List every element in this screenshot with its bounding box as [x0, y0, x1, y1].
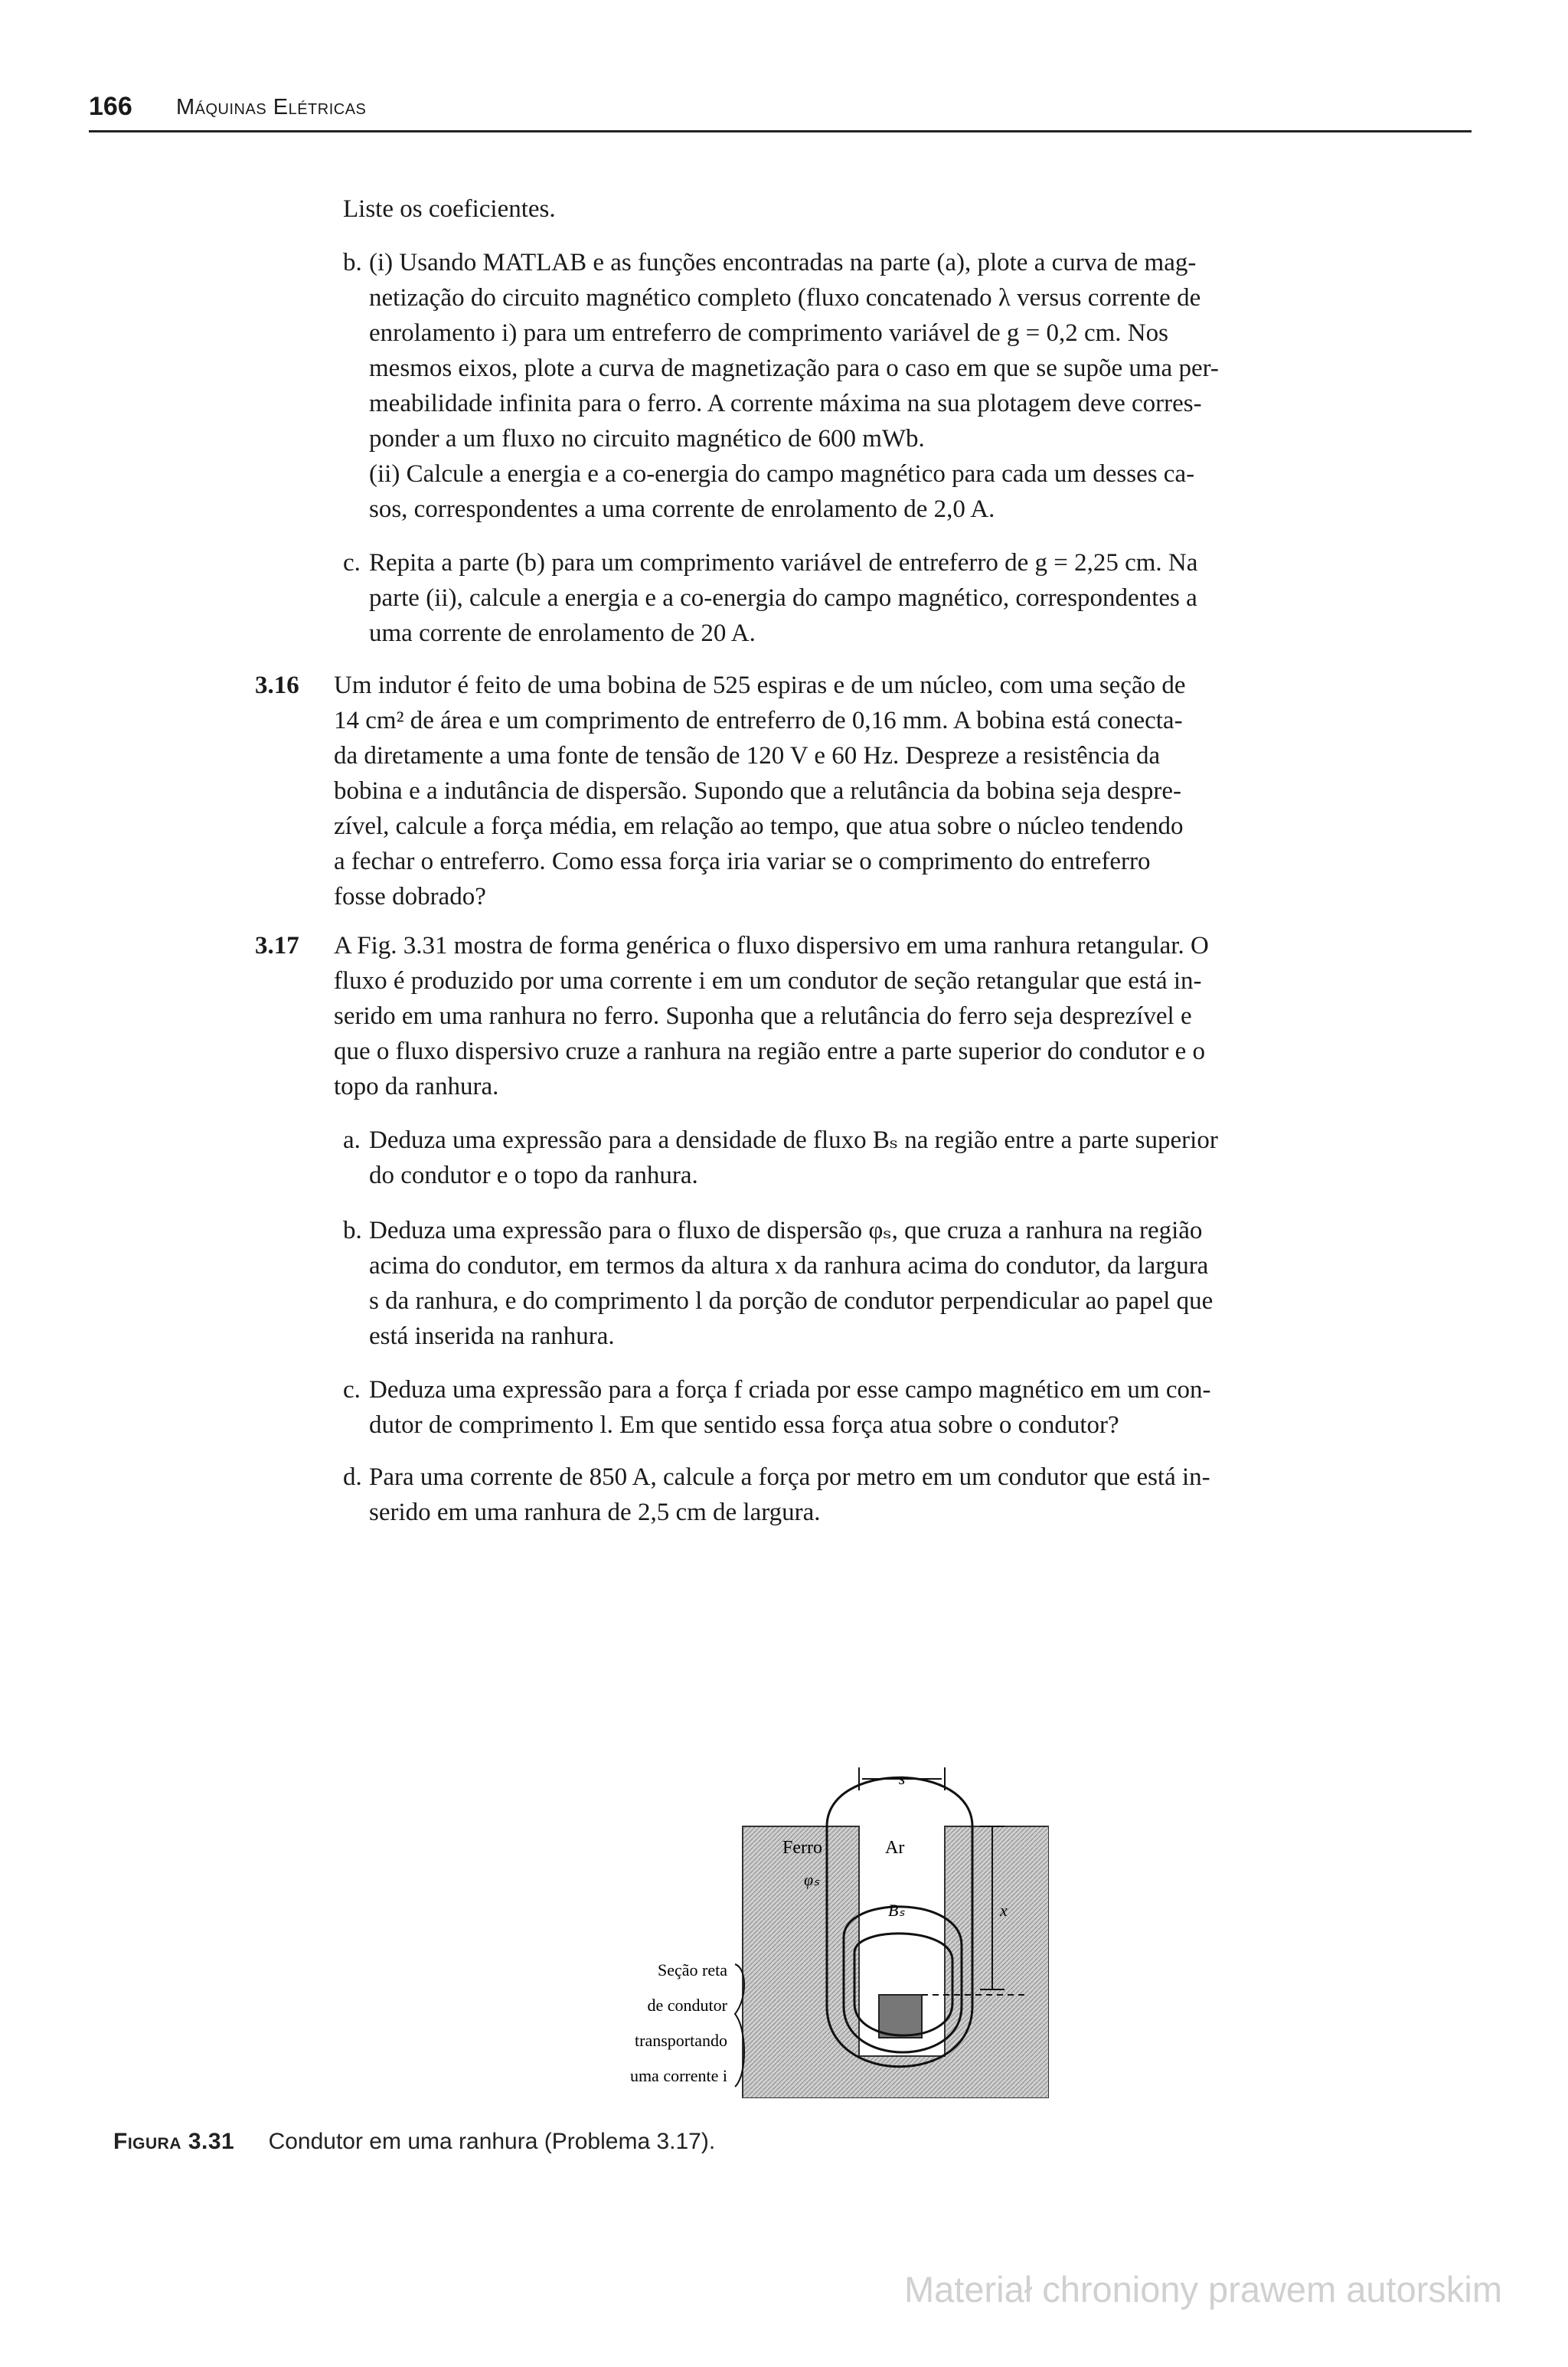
problem-3-16-number: 3.16	[255, 672, 299, 699]
text-line: Repita a parte (b) para um comprimento variável de entreferro de g = 2,25 cm. Na	[369, 549, 1198, 577]
label-x: x	[1000, 1901, 1008, 1920]
text-line: acima do condutor, em termos da altura x da ranhura acima do condutor, da largura	[369, 1252, 1209, 1280]
conductor-label-line: Seção reta	[658, 1960, 727, 1980]
text-line: 14 cm² de área e um comprimento de entreferro de 0,16 mm. A bobina está conecta-	[334, 707, 1183, 734]
conductor-label-line: de condutor	[647, 1996, 727, 2015]
text-line: está inserida na ranhura.	[369, 1322, 615, 1350]
text-line: A Fig. 3.31 mostra de forma genérica o fluxo dispersivo em uma ranhura retangular. O	[334, 932, 1209, 960]
text-line: meabilidade infinita para o ferro. A corrente máxima na sua plotagem deve corres-	[369, 390, 1202, 417]
label-ferro: Ferro	[782, 1838, 822, 1858]
text-line: serido em uma ranhura no ferro. Suponha que a relutância do ferro seja desprezível e	[334, 1002, 1192, 1030]
watermark: Materiał chroniony prawem autorskim	[903, 2269, 1502, 2310]
text-line: enrolamento i) para um entreferro de comprimento variável de g = 0,2 cm. Nos	[369, 319, 1168, 347]
text-line: ponder a um fluxo no circuito magnético de 600 mWb.	[369, 425, 925, 453]
problem-3-17-c-marker: c.	[343, 1376, 361, 1404]
label-s: s	[898, 1769, 906, 1788]
iron-core	[743, 1826, 1049, 2098]
text-line: do condutor e o topo da ranhura.	[369, 1162, 698, 1189]
conductor-label-line: uma corrente i	[629, 2066, 727, 2085]
text-line: zível, calcule a força média, em relação ao tempo, que atua sobre o núcleo tendendo	[334, 812, 1184, 840]
text-line: Um indutor é feito de uma bobina de 525 espiras e de um núcleo, com uma seção de	[334, 672, 1186, 699]
text-line: Deduza uma expressão para o fluxo de dispersão φₛ, que cruza a ranhura na região	[369, 1217, 1203, 1244]
text-line: (ii) Calcule a energia e a co-energia do campo magnético para cada um desses ca-	[369, 460, 1195, 488]
text-line: bobina e a indutância de dispersão. Supondo que a relutância da bobina seja despre-	[334, 777, 1181, 805]
problem-3-15-c-marker: c.	[343, 549, 361, 577]
text-line: netização do circuito magnético completo (fluxo concatenado λ versus corrente de	[369, 284, 1201, 312]
book-title: Máquinas Elétricas	[176, 95, 367, 119]
text-line: que o fluxo dispersivo cruze a ranhura na região entre a parte superior do condutor e o	[334, 1038, 1206, 1065]
problem-3-15-b-marker: b.	[343, 249, 362, 276]
text-line: serido em uma ranhura de 2,5 cm de largura.	[369, 1499, 821, 1526]
label-b-s: Bₛ	[888, 1901, 905, 1920]
problem-3-17-d-marker: d.	[343, 1463, 362, 1491]
text-line: mesmos eixos, plote a curva de magnetização para o caso em que se supõe uma per-	[369, 355, 1219, 382]
text-line: Para uma corrente de 850 A, calcule a força por metro em um condutor que está in-	[369, 1463, 1210, 1491]
text-line: topo da ranhura.	[334, 1073, 499, 1100]
page-header	[89, 84, 1472, 132]
text-line: s da ranhura, e do comprimento l da porção de condutor perpendicular ao papel que	[369, 1287, 1214, 1315]
conductor-cross-section	[879, 1995, 922, 2038]
text-line: a fechar o entreferro. Como essa força iria variar se o comprimento do entreferro	[334, 848, 1151, 875]
text-line: Deduza uma expressão para a força f criada por esse campo magnético em um con-	[369, 1376, 1211, 1404]
text-line: fluxo é produzido por uma corrente i em um condutor de seção retangular que está in-	[334, 967, 1202, 995]
label-phi-s: φₛ	[804, 1870, 820, 1889]
conductor-label	[630, 1960, 728, 2085]
figure-caption	[113, 2129, 715, 2155]
problem-3-17-a-marker: a.	[343, 1126, 361, 1154]
text-line: fosse dobrado?	[334, 883, 486, 911]
conductor-label-line: transportando	[635, 2031, 727, 2050]
page-number: 166	[89, 92, 132, 121]
text-line: parte (ii), calcule a energia e a co-energia do campo magnético, correspondentes a	[369, 584, 1197, 612]
text-line: Deduza uma expressão para a densidade de fluxo Bₛ na região entre a parte superior	[369, 1126, 1218, 1154]
problem-3-15-a-tail: Liste os coeficientes.	[343, 195, 556, 223]
figure-number: Figura 3.31	[113, 2129, 235, 2154]
text-line: uma corrente de enrolamento de 20 A.	[369, 620, 756, 647]
figure-caption-text: Condutor em uma ranhura (Problema 3.17).	[268, 2129, 716, 2154]
text-line: da diretamente a uma fonte de tensão de 120 V e 60 Hz. Despreze a resistência da	[334, 742, 1161, 770]
text-line: sos, correspondentes a uma corrente de enrolamento de 2,0 A.	[369, 495, 995, 523]
text-line: dutor de comprimento l. Em que sentido essa força atua sobre o condutor?	[369, 1411, 1119, 1439]
problem-3-17-b-marker: b.	[343, 1217, 362, 1244]
label-ar: Ar	[885, 1838, 905, 1858]
problem-3-17-number: 3.17	[255, 932, 299, 960]
text-line: (i) Usando MATLAB e as funções encontradas na parte (a), plote a curva de mag-	[369, 249, 1197, 276]
slot-conductor-figure	[574, 1746, 1049, 2098]
